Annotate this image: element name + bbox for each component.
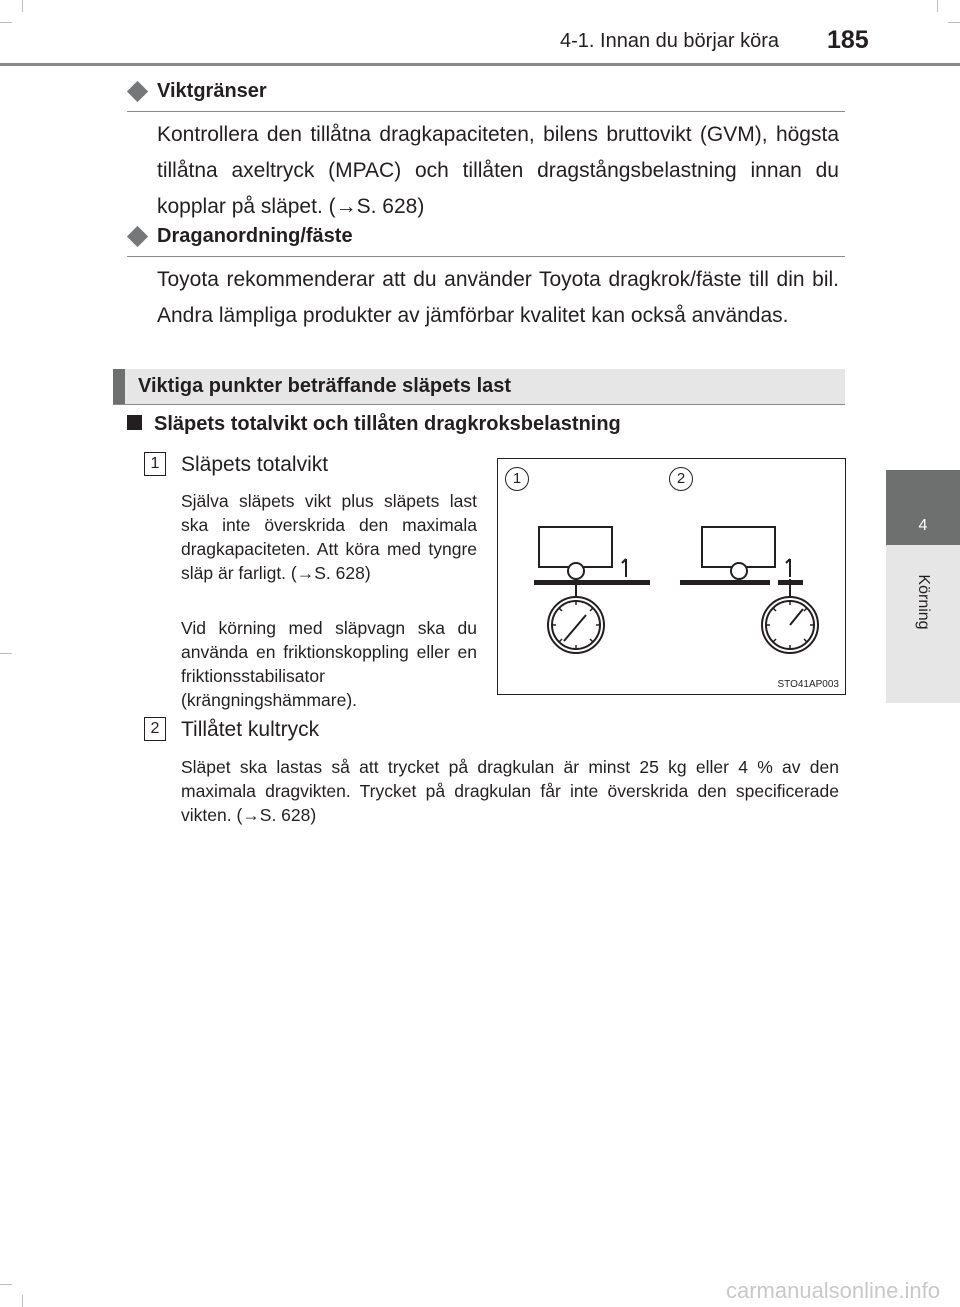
crop-mark	[0, 1284, 12, 1285]
item-paragraph: Släpet ska lastas så att trycket på dragkulan är minst 25 kg eller 4 % av den maximala dragvikten. Trycket på dragkulan får inte överskrida den specificerade vikten. (→S. 628)	[181, 757, 839, 825]
sub-heading	[127, 413, 621, 436]
figure-label-2: 2	[669, 467, 693, 491]
bar-rule	[113, 404, 845, 405]
item-number-box: 2	[144, 717, 166, 741]
square-bullet-icon	[127, 415, 142, 430]
chapter-tab	[886, 545, 960, 703]
topic-heading-bar	[113, 369, 845, 404]
crop-mark	[0, 22, 12, 23]
topic-heading: Viktiga punkter beträffande släpets last	[138, 375, 512, 397]
scale-gauge-icon	[548, 597, 604, 653]
item-paragraph: Vid körning med släpvagn ska du använda en friktionskoppling eller en friktionsstabilisator (krängningshämmare).	[181, 618, 477, 710]
header-section-title: 4-1. Innan du börjar köra	[560, 30, 780, 52]
crop-mark	[948, 22, 960, 23]
crop-mark	[937, 0, 938, 12]
heading-rule	[127, 256, 845, 257]
diamond-bullet-icon	[127, 226, 148, 247]
section-title: Viktgränser	[157, 80, 267, 102]
item-number-box: 1	[144, 452, 166, 476]
header-rule	[0, 63, 960, 66]
figure-label-1: 1	[505, 467, 529, 491]
trailer-wheel-icon	[731, 563, 747, 579]
trailer-weight-figure	[497, 458, 846, 695]
crop-mark	[22, 0, 23, 12]
page-number: 185	[827, 26, 869, 54]
section-title: Draganordning/fäste	[157, 225, 353, 247]
crop-mark	[22, 1295, 23, 1307]
trailer-body-icon	[702, 527, 775, 567]
trailer-body-icon	[539, 527, 612, 567]
bar-accent	[113, 369, 125, 404]
sub-heading-text: Släpets totalvikt och tillåten dragkroksbelastning	[154, 413, 621, 435]
watermark: carmanualsonline.info	[725, 1278, 940, 1303]
chapter-tab-number: 4	[886, 470, 960, 545]
diamond-bullet-icon	[127, 81, 148, 102]
crop-mark	[0, 653, 12, 654]
trailer-wheel-icon	[568, 563, 584, 579]
item-title: Tillåtet kultryck	[181, 718, 320, 741]
heading-rule	[127, 111, 845, 112]
section-body: Toyota rekommenderar att du använder Toyota dragkrok/fäste till din bil. Andra lämpliga produkter av jämförbar kvalitet kan också användas.	[157, 268, 839, 327]
section-body: Kontrollera den tillåtna dragkapaciteten, bilens bruttovikt (GVM), högsta tillåtna axeltryck (MPAC) och tillåten dragstångsbelastning innan du kopplar på släpet. (→S. 628)	[157, 123, 839, 218]
item-paragraph: Själva släpets vikt plus släpets last ska inte överskrida den maximala dragkapaciteten. Att köra med tyngre släp är farligt. (→S. 628)	[181, 491, 477, 583]
figure-code: STO41AP003	[777, 679, 839, 690]
item-title: Släpets totalvikt	[181, 453, 329, 476]
chapter-tab-label: Körning	[915, 574, 932, 630]
figure-drawing	[498, 459, 845, 694]
